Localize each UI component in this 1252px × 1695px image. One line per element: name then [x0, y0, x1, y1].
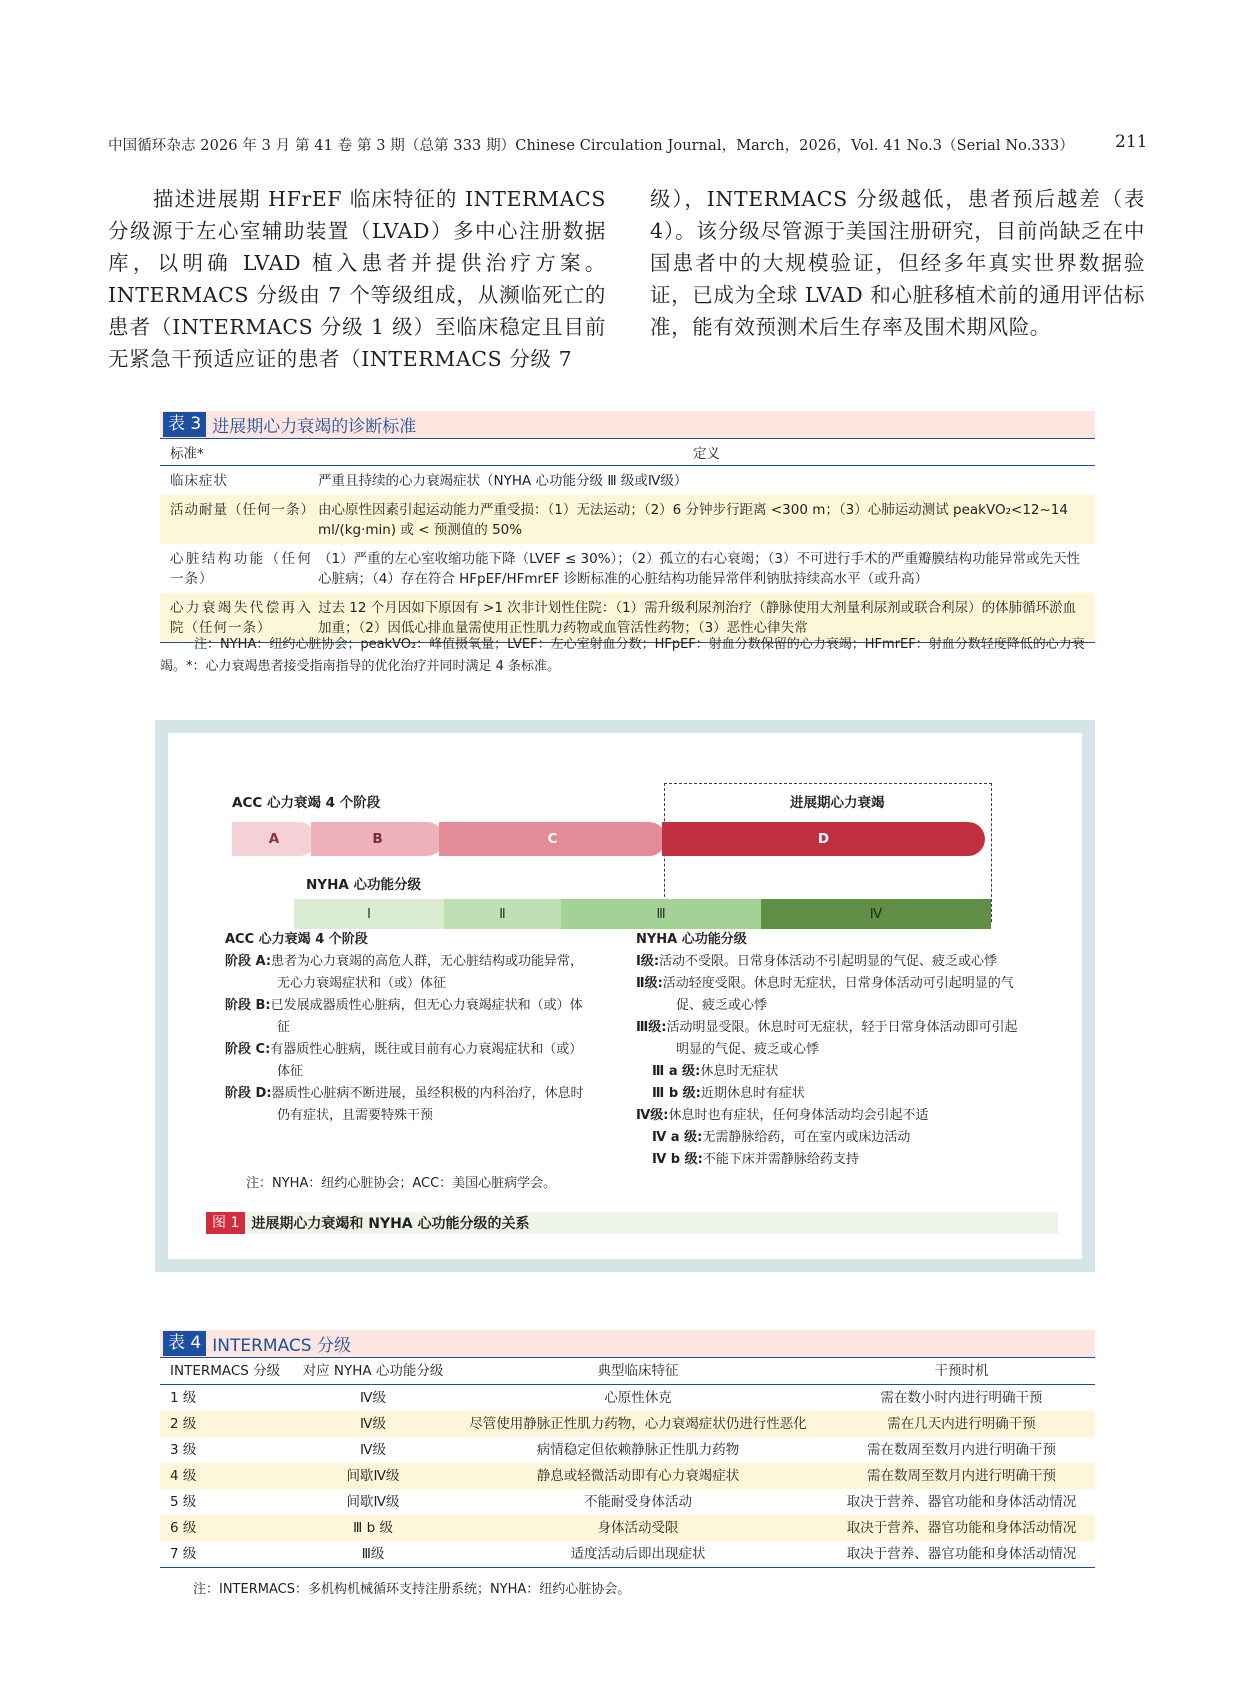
nyha-section-title: NYHA 心功能分级 [636, 932, 747, 947]
stage-d-segment: D [662, 822, 985, 856]
table-4-cell: 身体活动受限 [597, 1520, 679, 1536]
nyha-subclass-item: Ⅲ a 级:休息时无症状 [652, 1064, 779, 1079]
acc-stage-item: 阶段 D:器质性心脏病不断进展，虽经积极的内科治疗，休息时仍有症状，且需要特殊干预 [225, 1086, 584, 1123]
table-4-cell: Ⅲ级 [361, 1546, 385, 1562]
nyha-class-3-segment: Ⅲ [561, 899, 761, 929]
table-3-criterion: 心脏结构功能（任何一条） [170, 551, 312, 587]
figure-1-caption: 进展期心力衰竭和 NYHA 心功能分级的关系 [251, 1216, 530, 1232]
table-4-header: 典型临床特征 [597, 1363, 679, 1379]
table-4-cell: 静息或轻微活动即有心力衰竭症状 [536, 1468, 740, 1484]
acc-stage-item: 阶段 B:已发展成器质性心脏病，但无心力衰竭症状和（或）体征 [225, 998, 583, 1035]
table-row [160, 1437, 1095, 1463]
table-3-header-row [160, 439, 1095, 466]
table-3-title: 进展期心力衰竭的诊断标准 [212, 417, 417, 437]
table-row [160, 1515, 1095, 1541]
acc-stage-item: 阶段 A:患者为心力衰竭的高危人群，无心脏结构或功能异常，无心力衰竭症状和（或）体征 [225, 954, 584, 991]
figure-1 [155, 720, 1095, 1272]
acc-stage-item: 阶段 C:有器质性心脏病，既往或目前有心力衰竭症状和（或）体征 [225, 1042, 583, 1079]
table-4-cell: Ⅳ级 [360, 1442, 386, 1458]
table-4 [160, 1330, 1095, 1568]
figure-1-tag: 图 1 [206, 1212, 245, 1234]
table-row [160, 1385, 1095, 1412]
table-3-criterion: 心力衰竭失代偿再入院（任何一条） [170, 600, 312, 636]
table-3-header-definition: 定义 [693, 446, 720, 462]
table-4-title: INTERMACS 分级 [212, 1336, 351, 1356]
table-4-cell: 需在数周至数月内进行明确干预 [867, 1468, 1056, 1484]
table-4-cell: 6 级 [170, 1520, 197, 1536]
advanced-hf-label: 进展期心力衰竭 [790, 795, 885, 811]
table-3-tag: 表 3 [163, 412, 206, 437]
table-4-cell: Ⅲ b 级 [353, 1520, 393, 1536]
table-4-header: 对应 NYHA 心功能分级 [302, 1363, 444, 1379]
table-3-definition: 由心原性因素引起运动能力严重受损：（1）无法运动；（2）6 分钟步行距离 <300 m；（3）心肺运动测试 peakVO₂<12~14 ml/(kg·min) 或 < 预测值的 50% [318, 502, 1068, 538]
table-4-cell: 间歇Ⅳ级 [346, 1468, 400, 1484]
nyha-subclass-item: Ⅳ a 级:无需静脉给药，可在室内或床边活动 [652, 1130, 911, 1145]
table-row [160, 544, 1095, 593]
table-4-cell: 需在数小时内进行明确干预 [880, 1390, 1043, 1406]
table-4-tag: 表 4 [163, 1331, 206, 1356]
table-3-criterion: 活动耐量（任何一条） [170, 502, 315, 518]
stage-b-segment: B [311, 822, 444, 856]
table-3-title-bar [160, 411, 1095, 438]
table-3-header-criterion: 标准* [170, 446, 204, 462]
figure-1-caption-bar [206, 1212, 1058, 1234]
nyha-class-2-segment: Ⅱ [444, 899, 561, 929]
table-4-cell: 尽管使用静脉正性肌力药物，心力衰竭症状仍进行性恶化 [469, 1416, 807, 1432]
stage-a-segment: A [232, 822, 316, 856]
table-4-cell: 取决于营养、器官功能和身体活动情况 [846, 1546, 1077, 1562]
table-4-cell: 1 级 [170, 1390, 197, 1406]
table-row [160, 466, 1095, 496]
table-4-note: 注：INTERMACS：多机构机械循环支持注册系统；NYHA：纽约心脏协会。 [193, 1582, 631, 1597]
table-3-criterion: 临床症状 [170, 473, 228, 489]
figure-1-note: 注：NYHA：纽约心脏协会；ACC：美国心脏病学会。 [246, 1176, 557, 1191]
stage-c-segment: C [439, 822, 666, 856]
table-4-grid [160, 1357, 1095, 1568]
table-4-cell: 4 级 [170, 1468, 197, 1484]
body-paragraph-right: 级），INTERMACS 分级越低，患者预后越差（表 4）。该分级尽管源于美国注册研究，目前尚缺乏在中国患者中的大规模验证，但经多年真实世界数据验证，已成为全球 LVAD 和心脏移植术前的通用评估标准，能有效预测术后生存率及围术期风险。 [650, 187, 1145, 339]
nyha-class-item: Ⅲ级:活动明显受限。休息时可无症状，轻于日常身体活动即可引起明显的气促、疲乏或心悸 [636, 1020, 1018, 1057]
table-4-cell: Ⅳ级 [360, 1416, 386, 1432]
nyha-class-4-segment: Ⅳ [761, 899, 991, 929]
table-4-cell: 取决于营养、器官功能和身体活动情况 [846, 1520, 1077, 1536]
table-4-cell: 病情稳定但依赖静脉正性肌力药物 [536, 1442, 740, 1458]
table-4-cell: 间歇Ⅳ级 [346, 1494, 400, 1510]
page-number: 211 [1115, 132, 1148, 152]
nyha-class-item: Ⅳ级:休息时也有症状，任何身体活动均会引起不适 [636, 1108, 929, 1123]
nyha-subclass-item: Ⅲ b 级:近期休息时有症状 [652, 1086, 805, 1101]
table-3-note: 注：NYHA：纽约心脏协会；peakVO₂：峰值摄氧量；LVEF：左心室射血分数；HFpEF：射血分数保留的心力衰竭；HFmrEF：射血分数轻度降低的心力衰竭。*：心力衰竭患者接受指南指导的优化治疗并同时满足 4 条标准。 [160, 637, 1085, 674]
table-3 [160, 411, 1095, 643]
table-row [160, 1489, 1095, 1515]
nyha-subclass-item: Ⅳ b 级:不能下床并需静脉给药支持 [652, 1152, 859, 1167]
table-4-cell: Ⅳ级 [360, 1390, 386, 1406]
table-4-title-bar [160, 1330, 1095, 1357]
table-4-header-row [160, 1358, 1095, 1385]
nyha-class-item: Ⅰ级:活动不受限。日常身体活动不引起明显的气促、疲乏或心悸 [636, 954, 998, 969]
table-3-grid [160, 438, 1095, 643]
body-paragraph-left: 描述进展期 HFrEF 临床特征的 INTERMACS 分级源于左心室辅助装置（LVAD）多中心注册数据库，以明确 LVAD 植入患者并提供治疗方案。INTERMACS 分级由 7 个等级组成，从濒临死亡的患者（INTERMACS 分级 1 级）至临床稳定且目前无紧急干预适应证的患者（INTERMACS 分级 7 [108, 187, 606, 371]
table-4-cell: 需在数周至数月内进行明确干预 [867, 1442, 1056, 1458]
table-3-definition: 过去 12 个月因如下原因有 >1 次非计划性住院：（1）需升级利尿剂治疗（静脉使用大剂量利尿剂或联合利尿）的体肺循环淤血加重；（2）因低心排血量需使用正性肌力药物或血管活性药物；（3）恶性心律失常 [318, 600, 1077, 636]
nyha-description-block [636, 929, 1026, 1171]
table-4-cell: 2 级 [170, 1416, 197, 1432]
table-3-definition: （1）严重的左心室收缩功能下降（LVEF ≤ 30%）；（2）孤立的右心衰竭；（3）不可进行手术的严重瓣膜结构功能异常或先天性心脏病；（4）存在符合 HFpEF/HFmrEF 诊断标准的心脏结构功能异常伴利钠肽持续高水平（或升高） [318, 551, 1080, 587]
table-row [160, 1411, 1095, 1437]
table-3-definition: 严重且持续的心力衰竭症状（NYHA 心功能分级 Ⅲ 级或Ⅳ级） [318, 473, 688, 489]
nyha-bar-title: NYHA 心功能分级 [306, 877, 422, 893]
table-4-cell: 取决于营养、器官功能和身体活动情况 [846, 1494, 1077, 1510]
table-4-header: INTERMACS 分级 [170, 1363, 281, 1379]
nyha-class-item: Ⅱ级:活动轻度受限。休息时无症状，日常身体活动可引起明显的气促、疲乏或心悸 [636, 976, 1014, 1013]
table-4-cell: 3 级 [170, 1442, 197, 1458]
acc-description-block [225, 929, 595, 1127]
running-header: 中国循环杂志 2026 年 3 月 第 41 卷 第 3 期（总第 333 期）Chinese Circulation Journal，March，2026，Vol. 41 No.3（Serial No.333） [108, 138, 1074, 154]
table-row [160, 1463, 1095, 1489]
table-4-header: 干预时机 [934, 1363, 989, 1379]
table-row [160, 495, 1095, 544]
table-4-cell: 需在几天内进行明确干预 [887, 1416, 1036, 1432]
table-4-cell: 5 级 [170, 1494, 197, 1510]
table-4-cell: 7 级 [170, 1546, 197, 1562]
table-4-cell: 不能耐受身体活动 [584, 1494, 692, 1510]
table-4-cell: 适度活动后即出现症状 [570, 1546, 706, 1562]
acc-stage-bar-title: ACC 心力衰竭 4 个阶段 [232, 795, 381, 811]
table-4-cell: 心原性休克 [604, 1390, 672, 1406]
nyha-class-1-segment: Ⅰ [294, 899, 444, 929]
table-row [160, 1541, 1095, 1568]
acc-section-title: ACC 心力衰竭 4 个阶段 [225, 932, 368, 947]
